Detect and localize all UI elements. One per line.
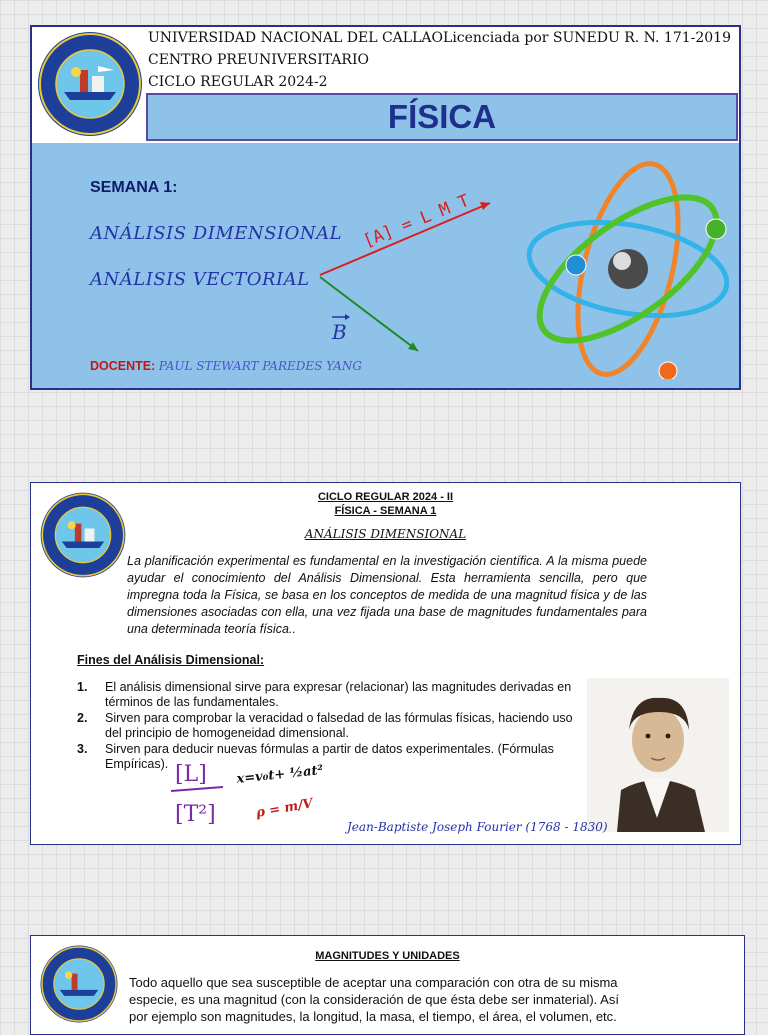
formula-position: x=v₀t+ ½at² bbox=[235, 762, 324, 787]
cover-page bbox=[30, 25, 741, 390]
page2-subject-week: FÍSICA - SEMANA 1 bbox=[334, 505, 437, 517]
cover-body bbox=[32, 143, 739, 388]
formulas-illustration bbox=[161, 751, 371, 837]
list-item: 3. Sirven para deducir nuevas fórmulas a partir de datos experimentales. (Fórmulas Empíricas). bbox=[77, 742, 554, 771]
topic-dimensional: ANÁLISIS DIMENSIONAL bbox=[90, 223, 343, 244]
formula-denominator: [T²] bbox=[175, 802, 216, 827]
teacher-name: PAUL STEWART PAREDES YANG bbox=[158, 359, 362, 373]
week-label: SEMANA 1: bbox=[90, 179, 178, 196]
license-text: Licenciada por SUNEDU R. N. 171-2019 bbox=[443, 30, 731, 46]
page3-text: Todo aquello que sea susceptible de aceptar una comparación con otra de su misma especie, es una magnitud (con la consideración de que ésta debe ser inmaterial). Así por ejemplo son magnitudes, la longitud, la masa, el tiempo, el área, el volumen, etc. bbox=[129, 975, 619, 1024]
page2-intro: La planificación experimental es fundamental en la investigación científica. A la misma puede ayudar el conocimiento del Análisis Dimensional. Esta herramienta sencilla, pero que impregna toda la Física, se basa en los conceptos de medida de una magnitud física y de las dimensiones asociadas con ella, una vez fijada una base de magnitudes fundamentales para una determinada teoría física.. bbox=[127, 554, 647, 636]
center-name: CENTRO PREUNIVERSITARIO bbox=[148, 52, 369, 68]
topic-vectorial: ANÁLISIS VECTORIAL bbox=[90, 269, 310, 290]
list-item: 2. Sirven para comprobar la veracidad o falsedad de las fórmulas físicas, haciendo uso del principio de homogeneidad dimensional. bbox=[77, 711, 573, 740]
dimension-formula: [A] = L M T bbox=[360, 191, 473, 252]
magnitudes-page bbox=[30, 935, 745, 1035]
formula-numerator: [L] bbox=[175, 762, 207, 787]
teacher-label: DOCENTE: bbox=[90, 359, 156, 373]
subject-title: FÍSICA bbox=[387, 98, 497, 135]
subject-title-bar bbox=[146, 93, 738, 141]
cycle-name: CICLO REGULAR 2024-2 bbox=[148, 74, 328, 90]
atom-icon bbox=[522, 149, 732, 379]
unac-logo-icon bbox=[36, 30, 144, 138]
list-item: 1. El análisis dimensional sirve para expresar (relacionar) las magnitudes derivadas en términos de las fundamentales. bbox=[77, 680, 572, 709]
fourier-portrait bbox=[587, 678, 729, 832]
page2-cycle: CICLO REGULAR 2024 - II bbox=[317, 491, 454, 503]
portrait-caption: Jean-Baptiste Joseph Fourier (1768 - 1830) bbox=[347, 820, 608, 834]
vector-diagram bbox=[312, 191, 512, 361]
fines-title: Fines del Análisis Dimensional: bbox=[77, 653, 265, 667]
formula-density: ρ = m/V bbox=[255, 796, 315, 821]
teacher-line bbox=[90, 359, 362, 373]
vector-b-label: B bbox=[332, 320, 347, 344]
dimensional-page bbox=[30, 482, 741, 845]
page2-subtitle: ANÁLISIS DIMENSIONAL bbox=[304, 527, 467, 541]
page3-title: MAGNITUDES Y UNIDADES bbox=[315, 950, 460, 962]
university-name: UNIVERSIDAD NACIONAL DEL CALLAO bbox=[148, 30, 443, 46]
